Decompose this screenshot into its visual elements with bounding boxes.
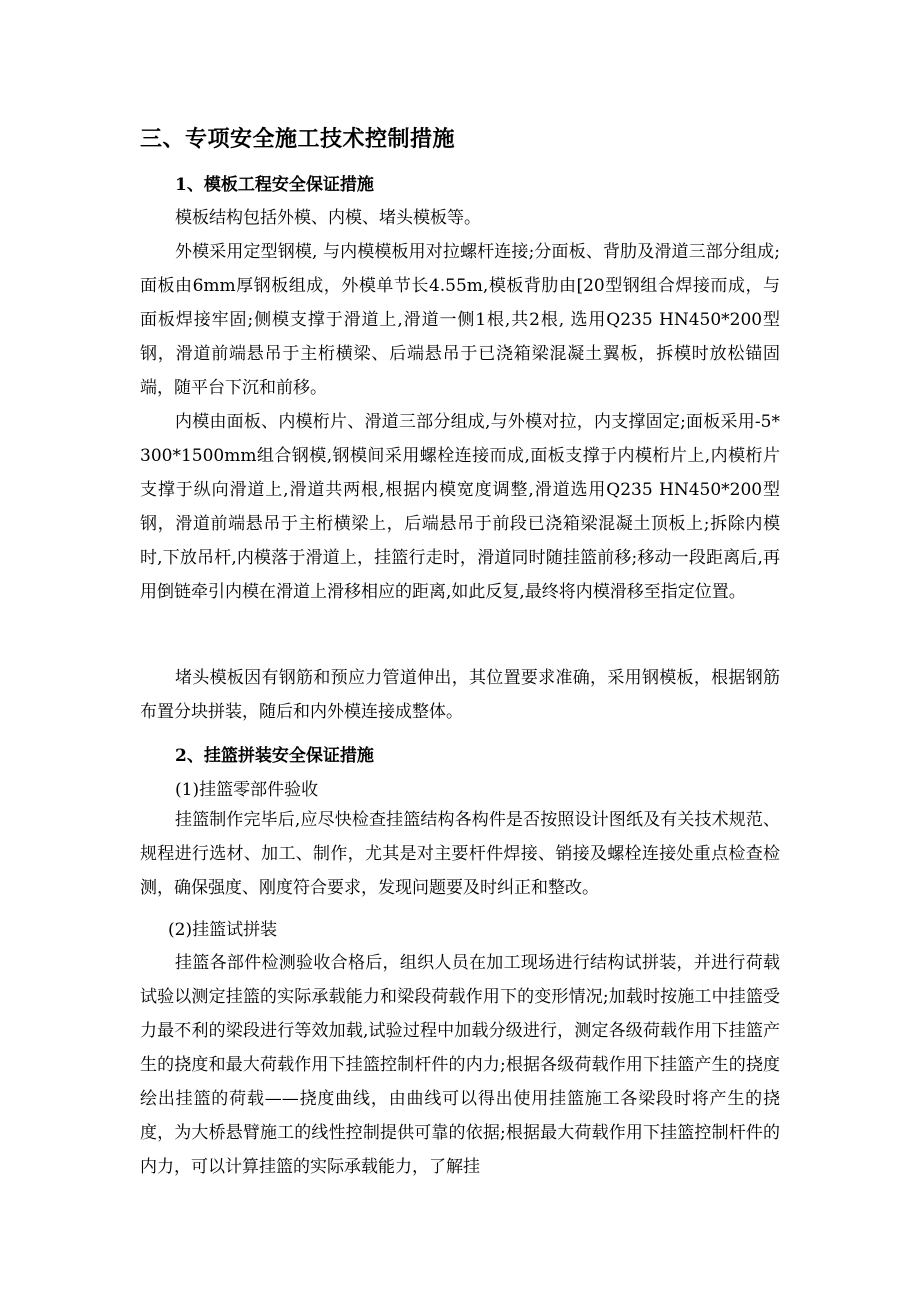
sub-item-title: (2)挂篮试拼装 <box>168 920 278 940</box>
paragraph: 外模采用定型钢模, 与内模模板用对拉螺杆连接;分面板、背肋及滑道三部分组成;面板由6mm厚钢板组成，外模单节长4.55m,模板背肋由[20型钢组合焊接而成，与面板焊接牢固;侧模支撑于滑道上,滑道一侧1根,共2根, 选用Q235 HN450*200型钢，滑道前端悬吊于主桁横梁、后端悬吊于已浇箱梁混凝土翼板，拆模时放松锚固端，随平台下沉和前移。 <box>140 242 780 398</box>
paragraph: 模板结构包括外模、内模、堵头模板等。 <box>175 208 481 228</box>
sub-item-title: (1)挂篮零部件验收 <box>175 780 319 800</box>
paragraph: 挂篮各部件检测验收合格后，组织人员在加工现场进行结构试拼装，并进行荷载试验以测定挂篮的实际承载能力和梁段荷载作用下的变形情况;加载时按施工中挂篮受力最不利的梁段进行等效加载,试验过程中加载分级进行，测定各级荷载作用下挂篮产生的挠度和最大荷载作用下挂篮控制杆件的内力;根据各级荷载作用下挂篮产生的挠度绘出挂篮的荷载——挠度曲线，由曲线可以得出使用挂篮施工各梁段时将产生的挠度，为大桥悬臂施工的线性控制提供可靠的依据;根据最大荷载作用下挂篮控制杆件的内力，可以计算挂篮的实际承载能力，了解挂 <box>140 953 780 1177</box>
section-heading: 三、专项安全施工技术控制措施 <box>140 126 456 152</box>
paragraph: 挂篮制作完毕后,应尽快检查挂篮结构各构件是否按照设计图纸及有关技术规范、规程进行选材、加工、制作，尤其是对主要杆件焊接、销接及螺栓连接处重点检查检测，确保强度、刚度符合要求，发现问题要及时纠正和整改。 <box>140 810 780 898</box>
subsection-2-title: 2、挂篮拼装安全保证措施 <box>175 746 374 766</box>
paragraph: 堵头模板因有钢筋和预应力管道伸出，其位置要求准确，采用钢模板，根据钢筋布置分块拼装，随后和内外模连接成整体。 <box>140 668 780 722</box>
paragraph: 内模由面板、内模桁片、滑道三部分组成,与外模对拉，内支撑固定;面板采用-5*300*1500mm组合钢模,钢模间采用螺栓连接而成,面板支撑于内模桁片上,内模桁片支撑于纵向滑道上,滑道共两根,根据内模宽度调整,滑道选用Q235 HN450*200型钢，滑道前端悬吊于主桁横梁上，后端悬吊于前段已浇箱梁混凝土顶板上;拆除内模时,下放吊杆,内模落于滑道上，挂篮行走时，滑道同时随挂篮前移;移动一段距离后,再用倒链牵引内模在滑道上滑移相应的距离,如此反复,最终将内模滑移至指定位置。 <box>140 412 780 602</box>
subsection-1-title: 1、模板工程安全保证措施 <box>175 175 374 195</box>
